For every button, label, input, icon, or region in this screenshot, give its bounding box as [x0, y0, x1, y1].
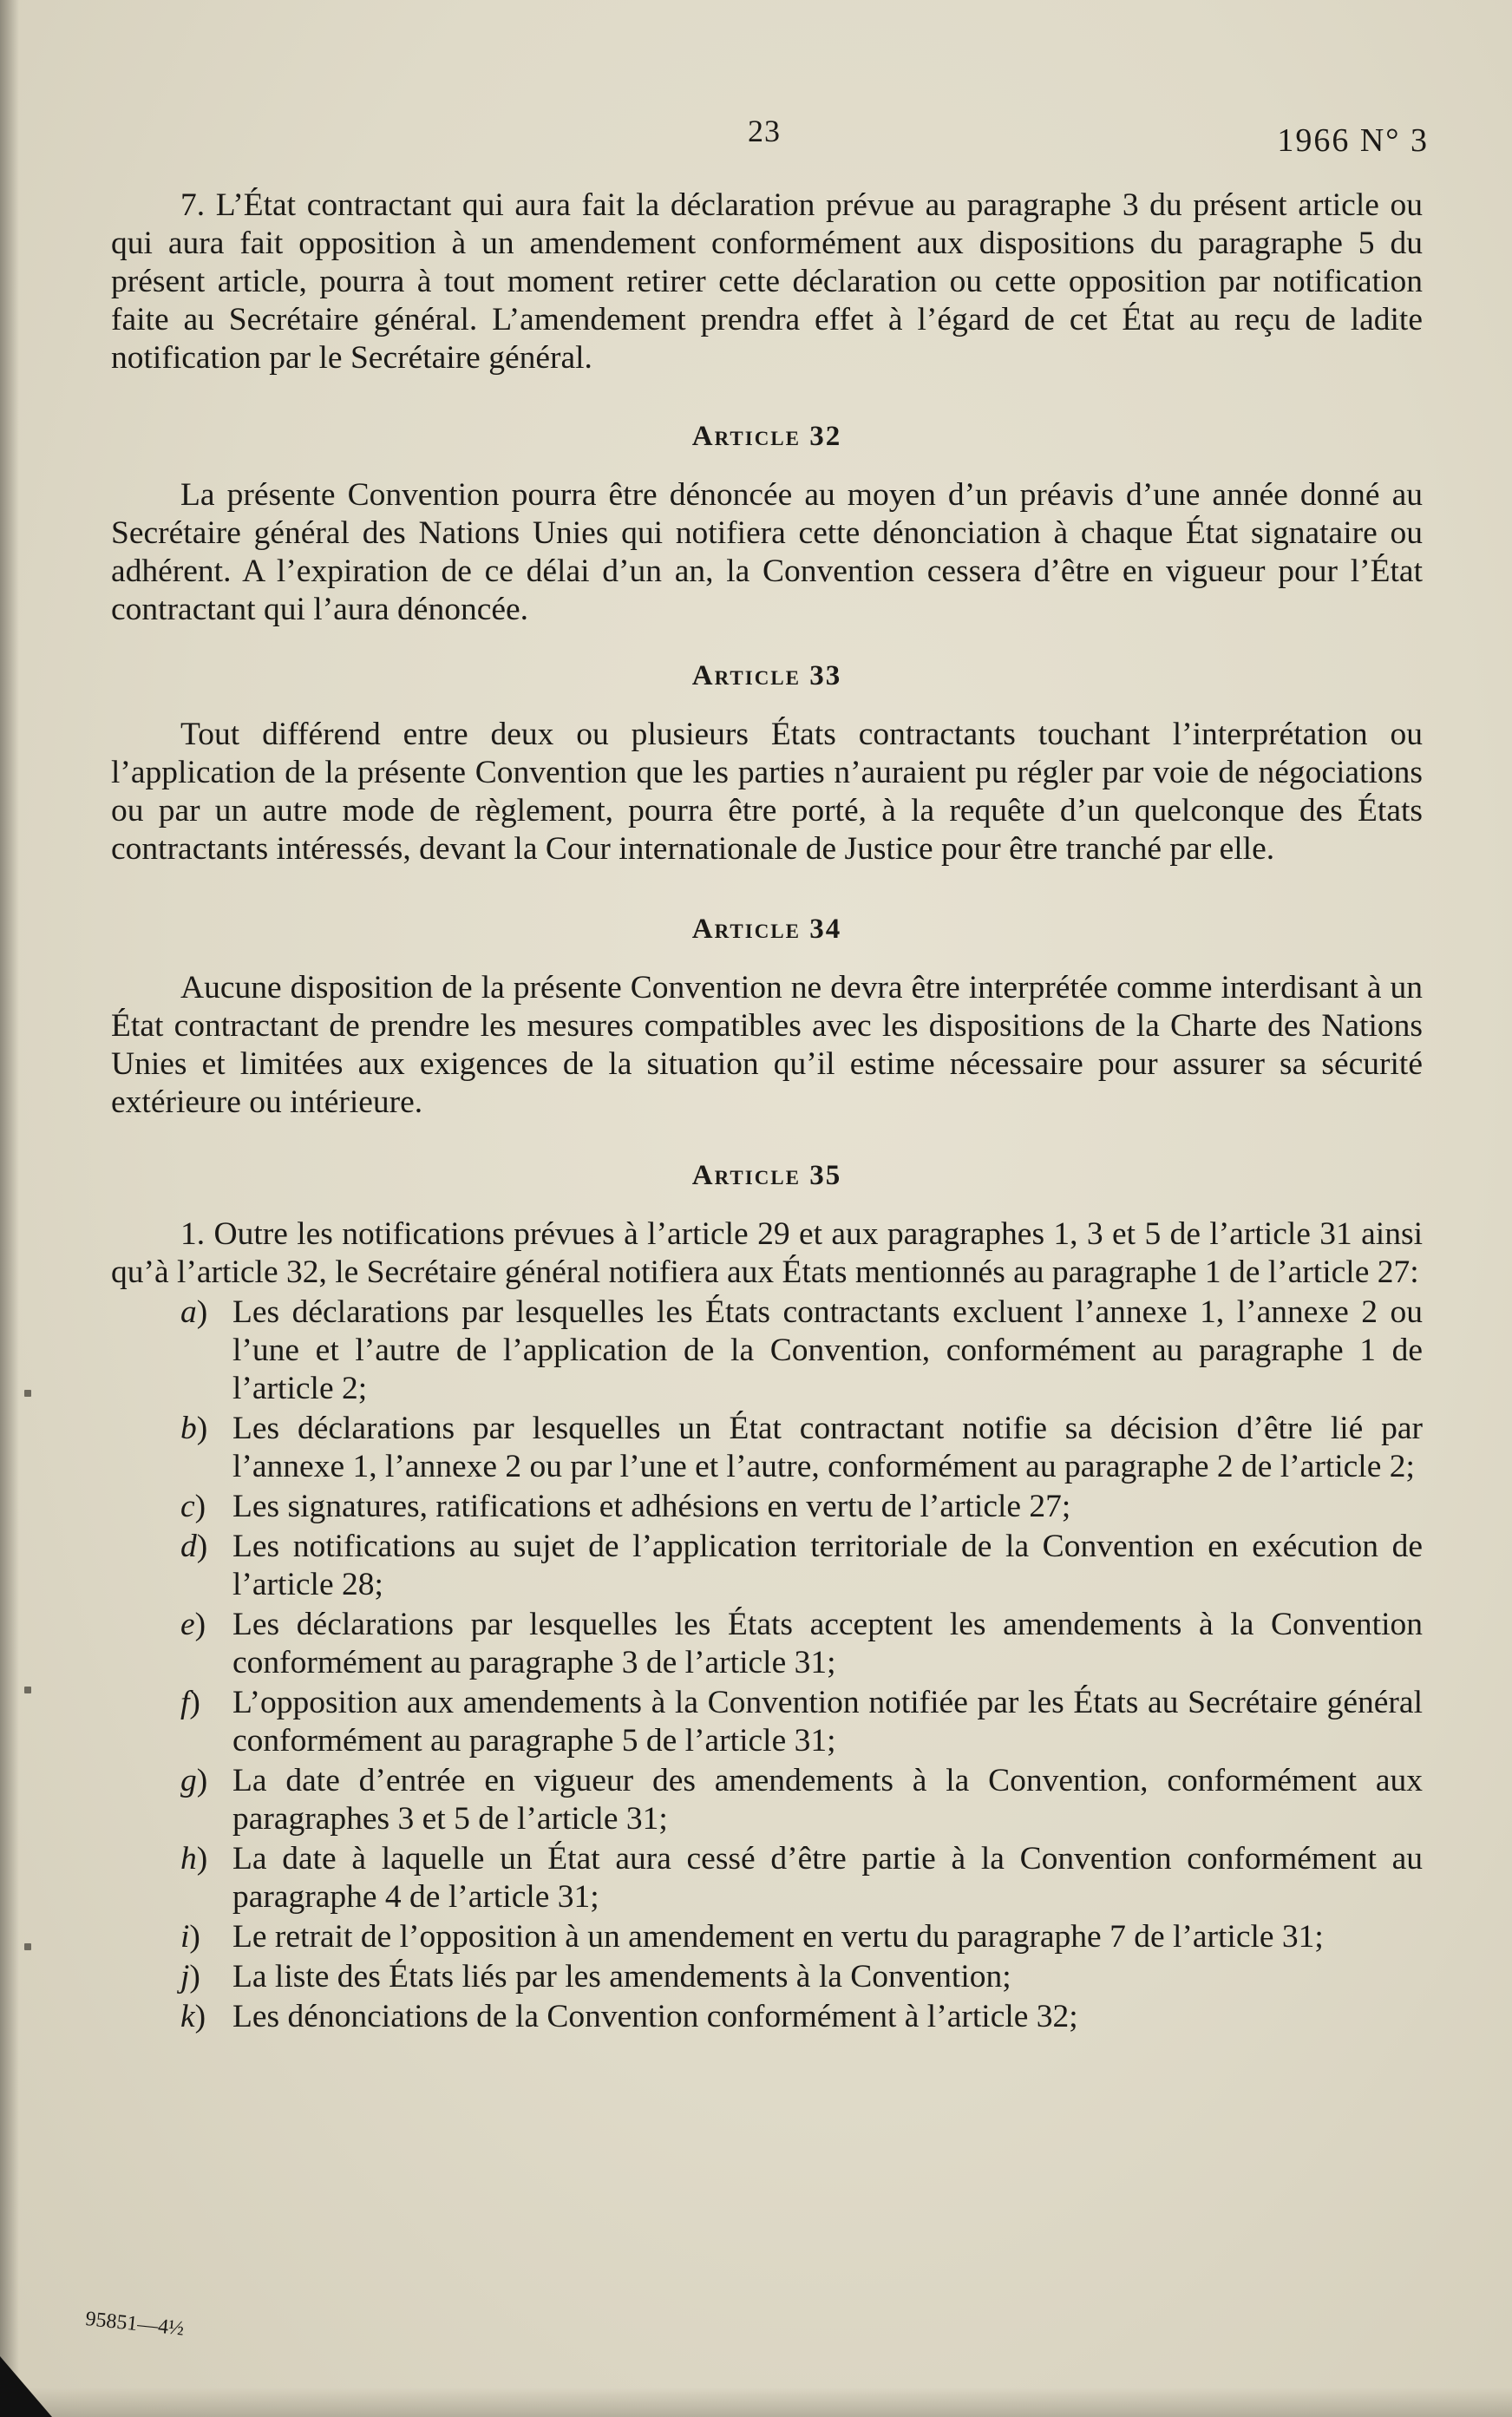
page-bottom-edge	[0, 2388, 1512, 2417]
item-text: L’opposition aux amendements à la Convention notifiée par les États au Secrétaire général conformément au paragraphe 5 de l’article 31;	[232, 1685, 1423, 1759]
margin-mark	[24, 1390, 31, 1397]
list-item	[111, 1958, 1423, 1996]
page-number: 23	[748, 114, 781, 148]
item-letter: j)	[180, 1959, 200, 1995]
article-33-text: Tout différend entre deux ou plusieurs États contractants touchant l’interprétation ou l’application de la présente Convention que les parties n’auraient pu régler par voie de négociations ou par un autre mode de règlement, pourra être porté, à la requête d’un quelconque des États contractants intéressés, devant la Cour internationale de Justice pour être tranché par elle.	[111, 717, 1423, 867]
printer-code: 95851—4½	[84, 2308, 186, 2341]
item-letter: c)	[180, 1489, 206, 1524]
item-letter: f)	[180, 1685, 200, 1720]
item-text: Les dénonciations de la Convention conformément à l’article 32;	[232, 1999, 1078, 2034]
article-33-heading: Article 33	[691, 660, 842, 691]
item-text: Les déclarations par lesquelles un État contractant notifie sa décision d’être lié par l’annexe 1, l’annexe 2 ou par l’une et l’autre, conformément au paragraphe 2 de l’article 2;	[232, 1411, 1423, 1484]
list-item	[111, 1528, 1423, 1604]
item-text: Les déclarations par lesquelles les États acceptent les amendements à la Convention conformément au paragraphe 3 de l’article 31;	[232, 1607, 1423, 1680]
article-32-text: La présente Convention pourra être dénoncée au moyen d’un préavis d’une année donné au Secrétaire général des Nations Unies qui notifiera cette dénonciation à chaque État signataire ou adhérent. A l’expiration de ce délai d’un an, la Convention cessera d’être en vigueur pour l’État contractant qui l’aura dénoncée.	[111, 477, 1423, 627]
item-letter: e)	[180, 1607, 206, 1642]
item-letter: a)	[180, 1294, 208, 1330]
notification-list	[111, 1294, 1423, 2036]
item-letter: g)	[180, 1763, 208, 1798]
item-letter: h)	[180, 1841, 208, 1877]
item-text: Les signatures, ratifications et adhésions en vertu de l’article 27;	[232, 1489, 1071, 1524]
item-letter: d)	[180, 1529, 208, 1564]
document-body	[111, 187, 1423, 2038]
list-item	[111, 1684, 1423, 1760]
article-31-paragraph-7: 7. L’État contractant qui aura fait la déclaration prévue au paragraphe 3 du présent article ou qui aura fait opposition à un amendement conformément aux dispositions du paragraphe 5 du présent article, pourra à tout moment retirer cette déclaration ou cette opposition par notification faite au Secrétaire général. L’amendement prendra effet à l’égard de cet État au reçu de ladite notification par le Secrétaire général.	[111, 187, 1423, 376]
margin-mark	[24, 1943, 31, 1950]
item-letter: b)	[180, 1411, 208, 1446]
item-text: Les déclarations par lesquelles les États contractants excluent l’annexe 1, l’annexe 2 ou l’une et l’autre de l’application de la Convention, conformément au paragraphe 1 de l’article 2;	[232, 1294, 1423, 1406]
article-34-text: Aucune disposition de la présente Convention ne devra être interprétée comme interdisant à un État contractant de prendre les mesures compatibles avec les dispositions de la Charte des Nations Unies et limitées aux exigences de la situation qu’il estime nécessaire pour assurer sa sécurité extérieure ou intérieure.	[111, 970, 1423, 1120]
item-text: La date à laquelle un État aura cessé d’être partie à la Convention conformément au paragraphe 4 de l’article 31;	[232, 1841, 1423, 1915]
item-text: La date d’entrée en vigueur des amendements à la Convention, conformément aux paragraphes 3 et 5 de l’article 31;	[232, 1763, 1423, 1837]
list-item	[111, 1294, 1423, 1408]
list-item	[111, 1488, 1423, 1526]
item-text: Le retrait de l’opposition à un amendement en vertu du paragraphe 7 de l’article 31;	[232, 1919, 1324, 1955]
binding-gutter-shadow	[0, 0, 19, 2417]
item-text: Les notifications au sujet de l’application territoriale de la Convention en exécution de l’article 28;	[232, 1529, 1423, 1602]
list-item	[111, 1918, 1423, 1956]
list-item	[111, 1840, 1423, 1916]
article-35-heading: Article 35	[691, 1160, 842, 1191]
item-letter: k)	[180, 1999, 206, 2034]
item-letter: i)	[180, 1919, 200, 1955]
list-item	[111, 1762, 1423, 1838]
margin-mark	[24, 1687, 31, 1693]
running-head: 1966 N° 3	[1277, 122, 1429, 159]
page-corner-shadow	[0, 2356, 52, 2417]
article-34-heading: Article 34	[691, 914, 842, 945]
list-item	[111, 1998, 1423, 2036]
article-32-heading: Article 32	[691, 421, 842, 452]
item-text: La liste des États liés par les amendements à la Convention;	[232, 1959, 1011, 1995]
article-35-intro: 1. Outre les notifications prévues à l’article 29 et aux paragraphes 1, 3 et 5 de l’article 31 ainsi qu’à l’article 32, le Secrétaire général notifiera aux États mentionnés au paragraphe 1 de l’article 27:	[111, 1216, 1423, 1290]
list-item	[111, 1606, 1423, 1682]
list-item	[111, 1410, 1423, 1486]
